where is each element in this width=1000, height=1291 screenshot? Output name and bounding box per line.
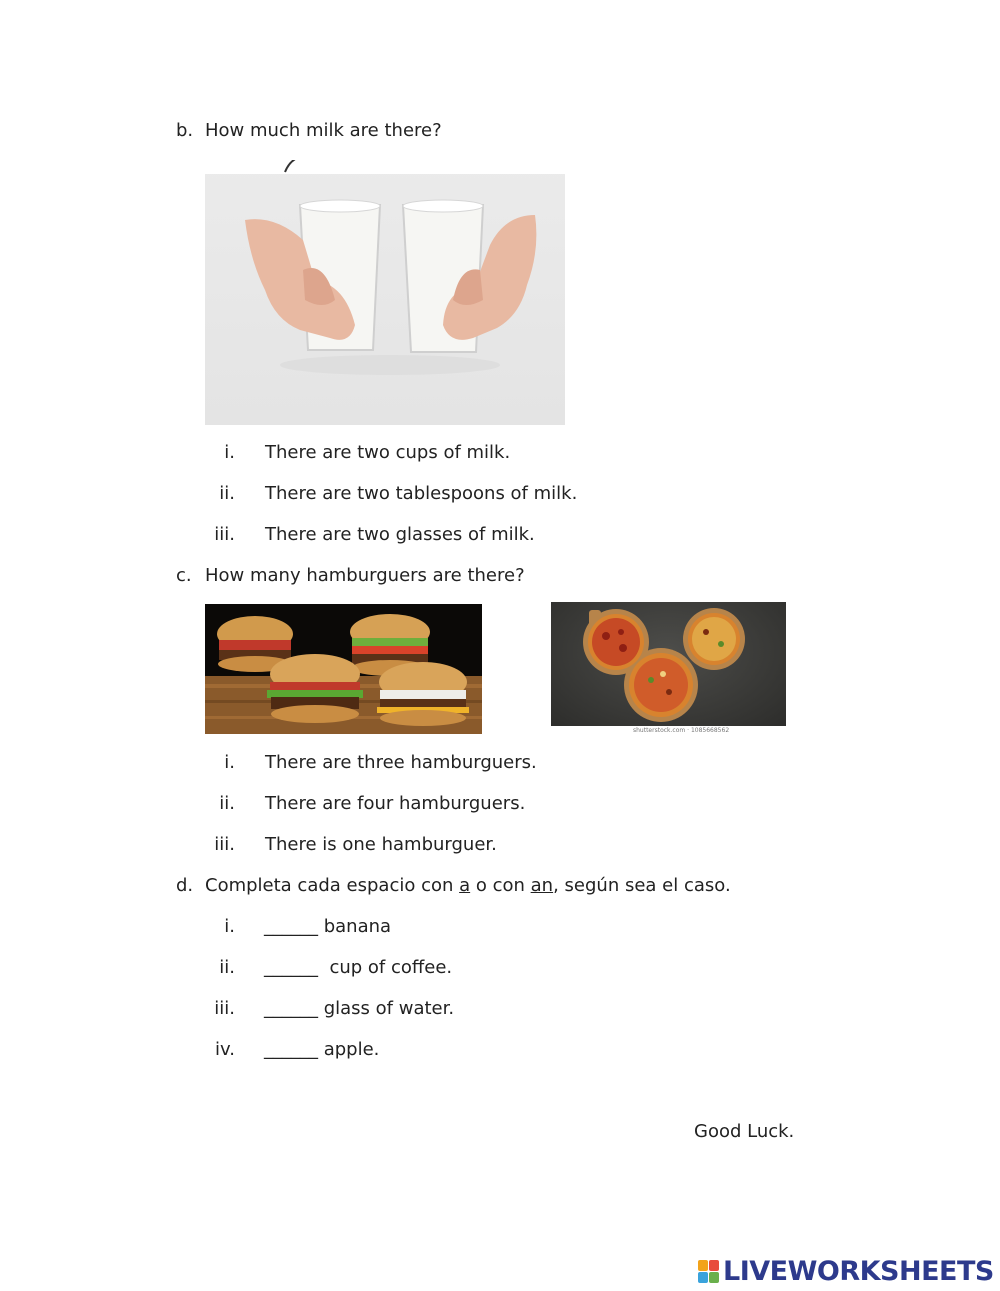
item-number: ii. <box>219 957 235 978</box>
option-text: There are three hamburguers. <box>265 752 537 773</box>
item-number: iv. <box>215 1039 235 1060</box>
pizzas-image <box>551 602 786 726</box>
fill-blank-item <box>264 916 391 938</box>
option-text: There is one hamburguer. <box>265 834 497 855</box>
option-number: iii. <box>214 834 235 855</box>
option-number: ii. <box>219 483 235 504</box>
fill-blank-item <box>264 998 454 1020</box>
item-text: glass of water. <box>318 998 455 1019</box>
liveworksheets-logo[interactable] <box>698 1254 994 1288</box>
question-b-text: How much milk are there? <box>205 120 442 141</box>
option-number: i. <box>224 442 235 463</box>
option-number: i. <box>224 752 235 773</box>
question-d-letter: d. <box>176 875 194 896</box>
question-d-instruction <box>205 875 731 897</box>
question-c-letter: c. <box>176 565 192 586</box>
question-b-letter: b. <box>176 120 194 141</box>
option-text: There are two tablespoons of milk. <box>265 483 578 504</box>
item-text: apple. <box>318 1039 380 1060</box>
hamburgers-image <box>205 604 482 734</box>
item-text: banana <box>318 916 392 937</box>
blank-line[interactable]: ______ <box>264 957 318 978</box>
instruction-text: , según sea el caso. <box>553 875 731 896</box>
good-luck-text: Good Luck. <box>694 1121 795 1142</box>
blank-line[interactable]: ______ <box>264 916 318 937</box>
option-number: ii. <box>219 793 235 814</box>
blank-line[interactable]: ______ <box>264 1039 318 1060</box>
instruction-text: Completa cada espacio con <box>205 875 460 896</box>
fill-blank-item <box>264 1039 379 1061</box>
option-text: There are two cups of milk. <box>265 442 511 463</box>
instruction-text: o con <box>470 875 531 896</box>
option-number: iii. <box>214 524 235 545</box>
item-number: iii. <box>214 998 235 1019</box>
milk-glasses-image <box>205 160 565 425</box>
question-c-text: How many hamburguers are there? <box>205 565 525 586</box>
blank-line[interactable]: ______ <box>264 998 318 1019</box>
item-text: cup of coffee. <box>318 957 453 978</box>
option-text: There are two glasses of milk. <box>265 524 535 545</box>
word-a: a <box>459 875 471 896</box>
stock-caption: shutterstock.com · 1085668562 <box>633 727 730 734</box>
item-number: i. <box>224 916 235 937</box>
option-text: There are four hamburguers. <box>265 793 526 814</box>
word-an: an <box>530 875 554 896</box>
fill-blank-item <box>264 957 452 979</box>
logo-text: LIVEWORKSHEETS <box>723 1255 994 1287</box>
logo-mark-icon <box>698 1260 719 1283</box>
